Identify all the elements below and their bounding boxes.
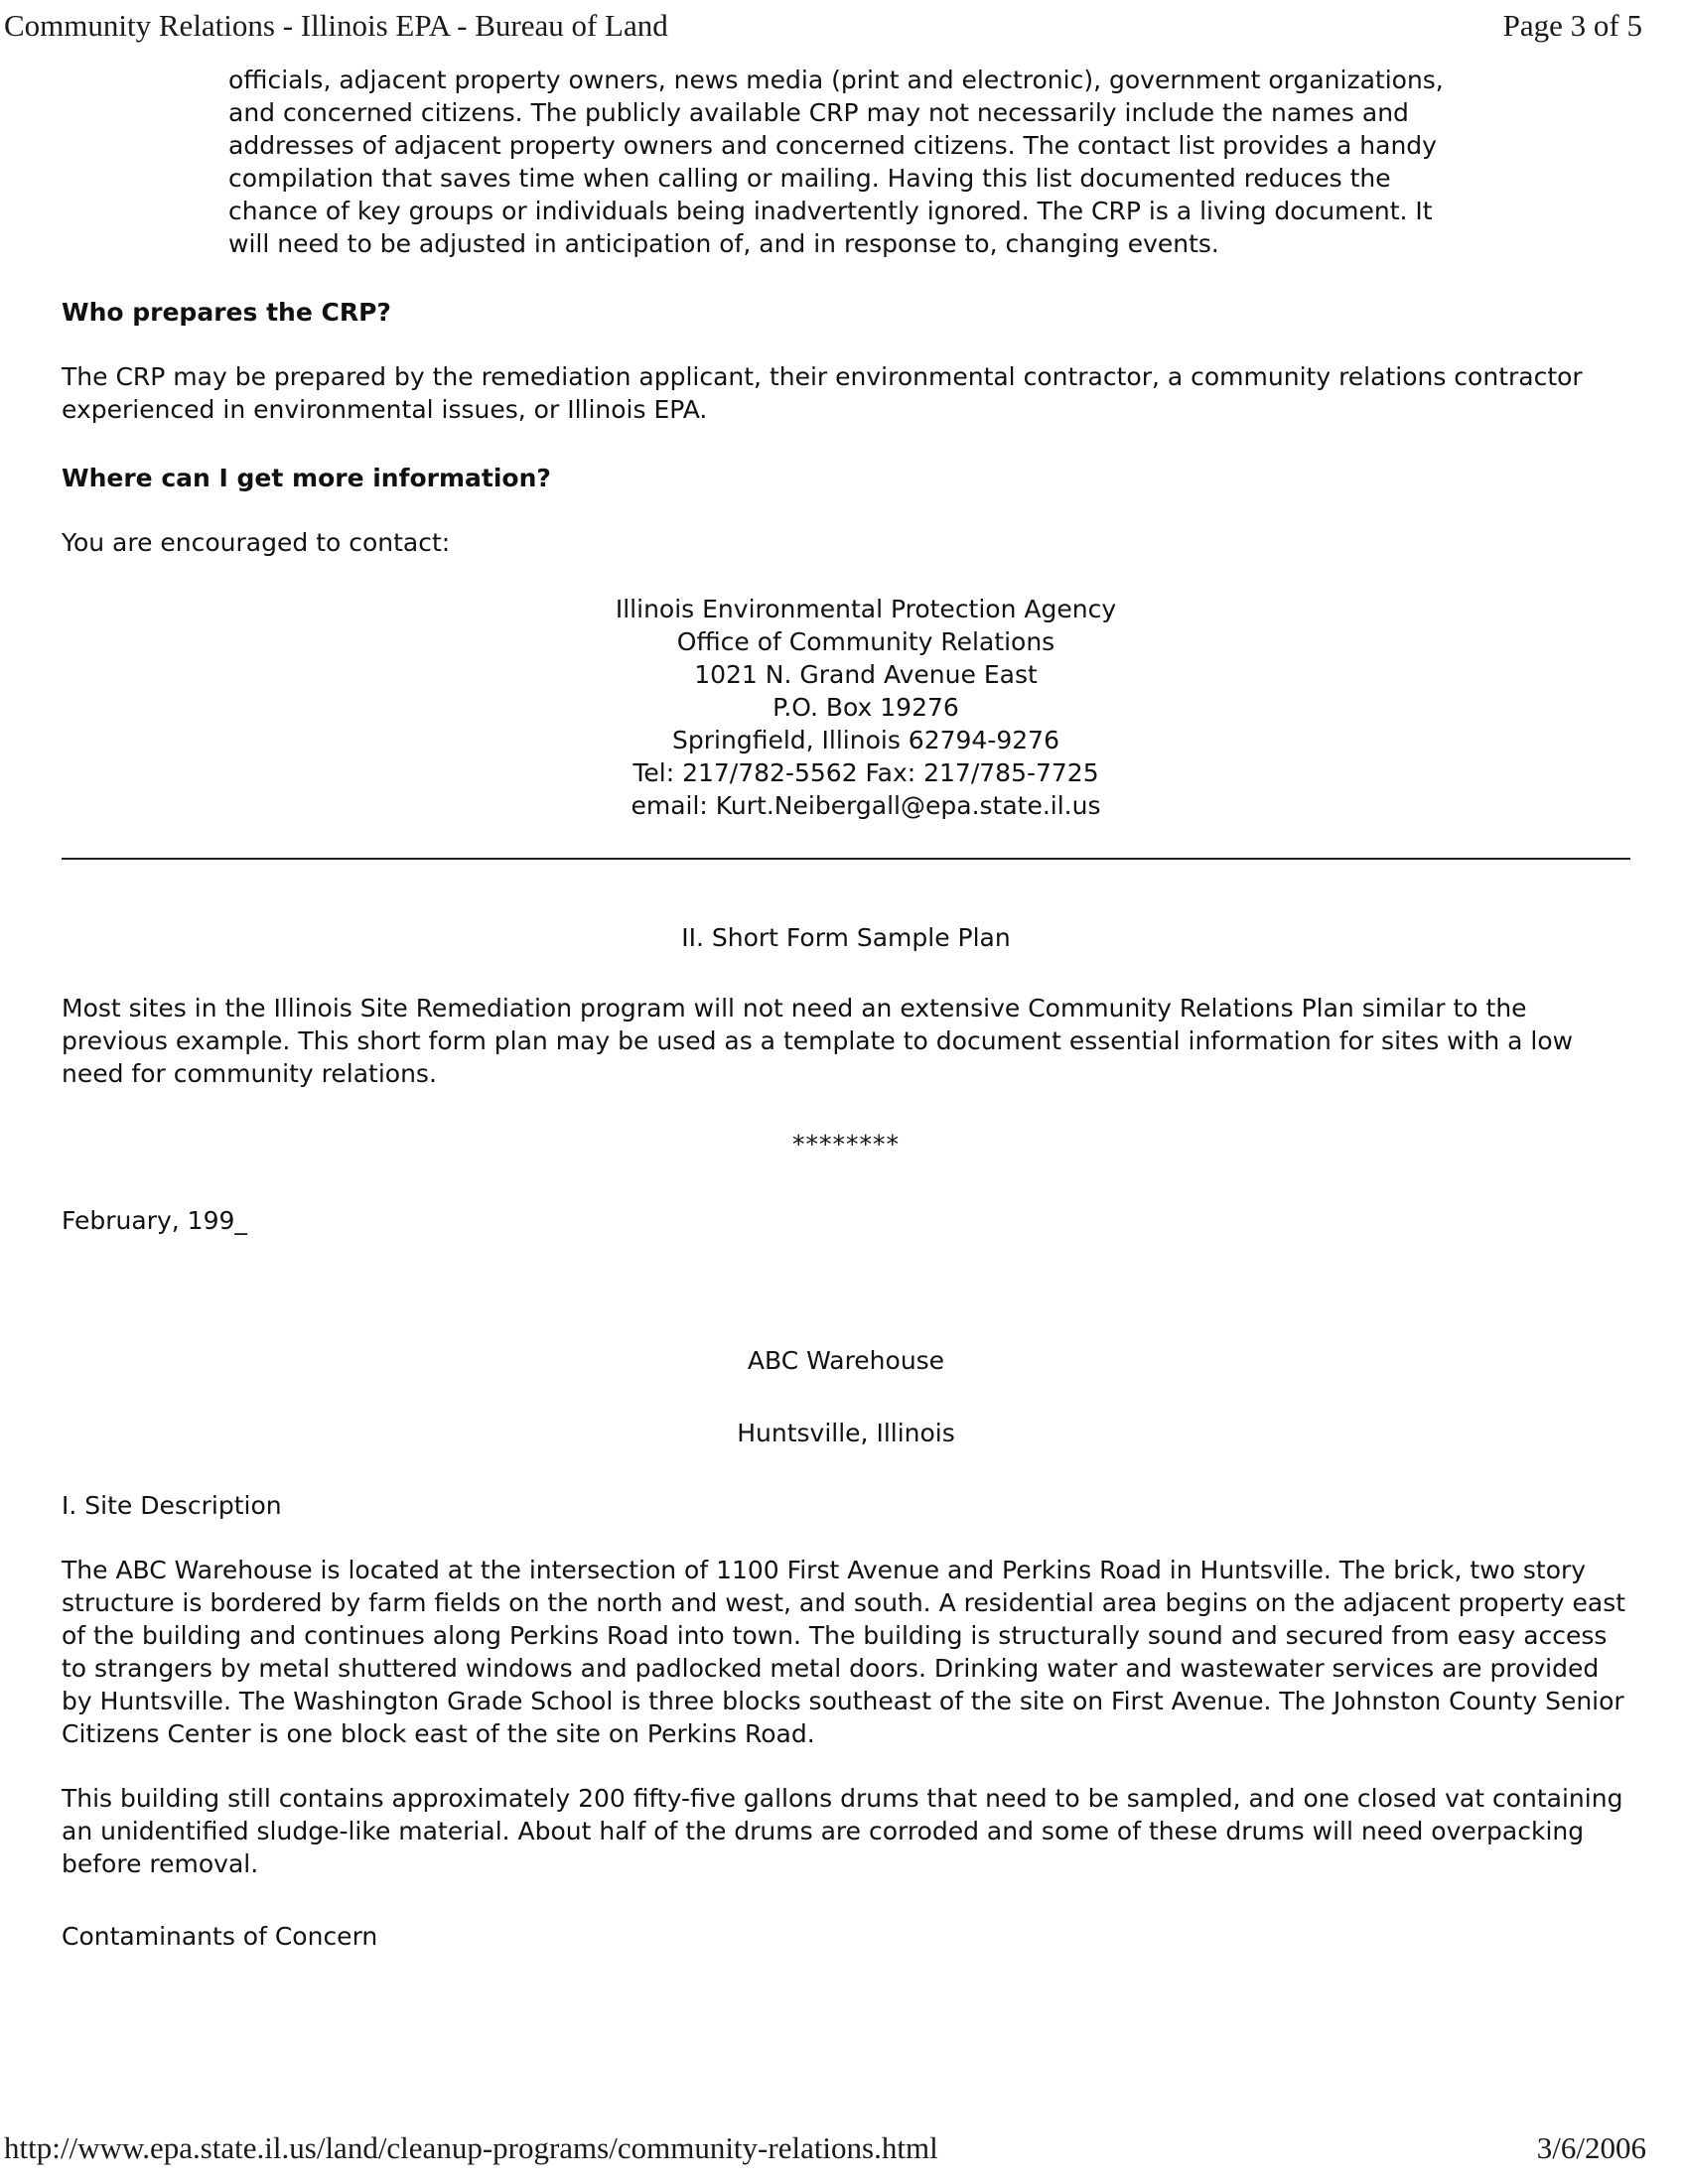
site-name: ABC Warehouse: [747, 1346, 945, 1375]
heading-more-info: Where can I get more information?: [62, 464, 551, 492]
address-office: Office of Community Relations: [676, 627, 1055, 656]
document-body: [62, 64, 1630, 1953]
who-prepares-paragraph: The CRP may be prepared by the remediation applicant, their environmental contractor, a community relations contractor experienced in environmental issues, or Illinois EPA.: [62, 362, 1583, 424]
short-form-intro: Most sites in the Illinois Site Remediation program will not need an extensive Community Relations Plan similar to the previous example. This short form plan may be used as a template to document essential information for sites with a low need for community relations.: [62, 994, 1574, 1088]
footer-url: http://www.epa.state.il.us/land/cleanup-programs/community-relations.html: [4, 2130, 938, 2165]
site-description-paragraph-1: The ABC Warehouse is located at the intersection of 1100 First Avenue and Perkins Road in Huntsville. The brick, two story structure is bordered by farm fields on the north and west, and south. A residential area begins on the adjacent property east of the building and continues along Perkins Road into town. The building is structurally sound and secured from easy access to strangers by metal shuttered windows and padlocked metal doors. Drinking water and wastewater services are provided by Huntsville. The Washington Grade School is three blocks southeast of the site on First Avenue. The Johnston County Senior Citizens Center is one block east of the site on Perkins Road.: [62, 1556, 1626, 1748]
heading-who-prepares: Who prepares the CRP?: [62, 298, 391, 327]
contact-address-block: [101, 593, 1630, 822]
page-number: Page 3 of 5: [1502, 8, 1642, 43]
contact-intro: You are encouraged to contact:: [62, 528, 451, 557]
address-agency: Illinois Environmental Protection Agency: [615, 595, 1117, 623]
short-form-title: II. Short Form Sample Plan: [681, 923, 1011, 952]
site-description-title: I. Site Description: [62, 1491, 282, 1520]
intro-paragraph: officials, adjacent property owners, news media (print and electronic), government organizations, and concerned citizens. The publicly available CRP may not necessarily include the names and addresses of adjacent property owners and concerned citizens. The contact list provides a handy compilation that saves time when calling or mailing. Having this list documented reduces the chance of key groups or individuals being inadvertently ignored. The CRP is a living document. It will need to be adjusted in anticipation of, and in response to, changing events.: [228, 66, 1444, 258]
address-city: Springfield, Illinois 62794-9276: [672, 726, 1059, 754]
page-header-title: Community Relations - Illinois EPA - Bureau of Land: [4, 8, 668, 43]
address-po-box: P.O. Box 19276: [772, 693, 959, 722]
plan-date: February, 199_: [62, 1206, 247, 1235]
footer-date: 3/6/2006: [1536, 2130, 1646, 2165]
address-email: email: Kurt.Neibergall@epa.state.il.us: [631, 791, 1101, 820]
address-phone-fax: Tel: 217/782-5562 Fax: 217/785-7725: [632, 758, 1099, 787]
address-street: 1021 N. Grand Avenue East: [694, 660, 1038, 689]
separator-stars: ********: [792, 1130, 900, 1159]
contaminants-label: Contaminants of Concern: [62, 1922, 378, 1951]
site-description-paragraph-2: This building still contains approximately 200 fifty-five gallons drums that need to be sampled, and one closed vat containing an unidentified sludge-like material. About half of the drums are corroded and some of these drums will need overpacking before removal.: [62, 1784, 1623, 1878]
site-location: Huntsville, Illinois: [737, 1419, 955, 1447]
section-divider: [62, 858, 1630, 860]
